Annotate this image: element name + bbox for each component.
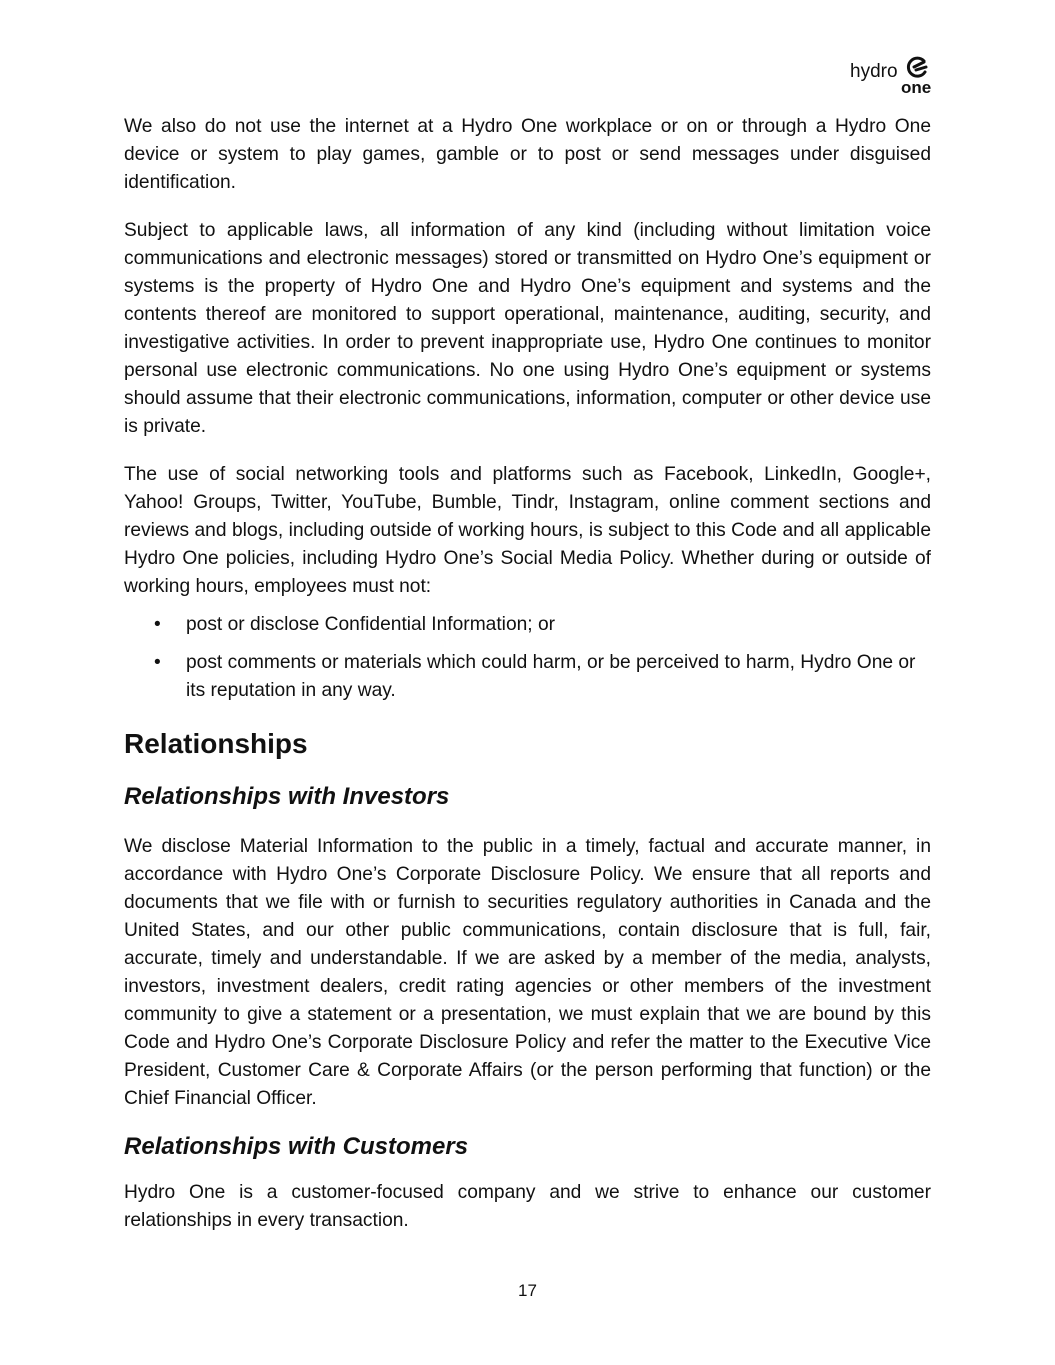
hydro-one-logo — [850, 55, 932, 101]
logo-text-one: one — [901, 78, 932, 97]
subheading-customers: Relationships with Customers — [124, 1133, 469, 1160]
list-item-text: post comments or materials which could harm, or be perceived to harm, Hydro One or its reputation in any way. — [186, 652, 916, 701]
logo-text-hydro: hydro — [850, 61, 898, 82]
list-item — [124, 649, 931, 705]
page-number: 17 — [518, 1281, 537, 1300]
list-item — [124, 611, 931, 639]
paragraph-investors: We disclose Material Information to the public in a timely, factual and accurate manner, in accordance with Hydro One’s Corporate Disclosure Policy. We ensure that all reports and documents that we file with or furnish to securities regulatory authorities in Canada and the United States, and our other public communications, contain disclosure that is full, fair, accurate, timely and understandable. If we are asked by a member of the media, analysts, investors, investment dealers, credit rating agencies or other members of the investment community to give a statement or a presentation, we must explain that we are bound by this Code and Hydro One’s Corporate Disclosure Policy and refer the matter to the Executive Vice President, Customer Care & Corporate Affairs (or the person performing that function) or the Chief Financial Officer. — [124, 836, 931, 1109]
paragraph-customers: Hydro One is a customer-focused company and we strive to enhance our customer relationships in every transaction. — [124, 1182, 931, 1231]
document-body — [124, 113, 931, 1235]
paragraph-social-networking: The use of social networking tools and platforms such as Facebook, LinkedIn, Google+, Yahoo! Groups, Twitter, YouTube, Bumble, Tindr, Instagram, online comment sections and reviews and blogs, including outside of working hours, is subject to this Code and all applicable Hydro One policies, including Hydro One’s Social Media Policy. Whether during or outside of working hours, employees must not: — [124, 464, 931, 597]
paragraph-information-property: Subject to applicable laws, all information of any kind (including without limitation voice communications and electronic messages) stored or transmitted on Hydro One’s equipment or systems is the property of Hydro One and Hydro One’s equipment and systems and the contents thereof are monitored to support operational, maintenance, auditing, security, and investigative activities. In order to prevent inappropriate use, Hydro One continues to monitor personal use electronic communications. No one using Hydro One’s equipment or systems should assume that their electronic communications, information, computer or other device use is private. — [124, 220, 931, 437]
subheading-investors: Relationships with Investors — [124, 783, 450, 810]
list-item-text: post or disclose Confidential Information; or — [186, 614, 556, 635]
bullet-icon: • — [154, 614, 161, 635]
employee-restrictions-list — [124, 611, 931, 705]
logo-swirl-icon — [904, 55, 930, 79]
bullet-icon: • — [154, 652, 161, 673]
paragraph-internet-use: We also do not use the internet at a Hydro One workplace or on or through a Hydro One device or system to play games, gamble or to post or send messages under disguised identification. — [124, 116, 931, 193]
section-heading-relationships: Relationships — [124, 728, 308, 759]
